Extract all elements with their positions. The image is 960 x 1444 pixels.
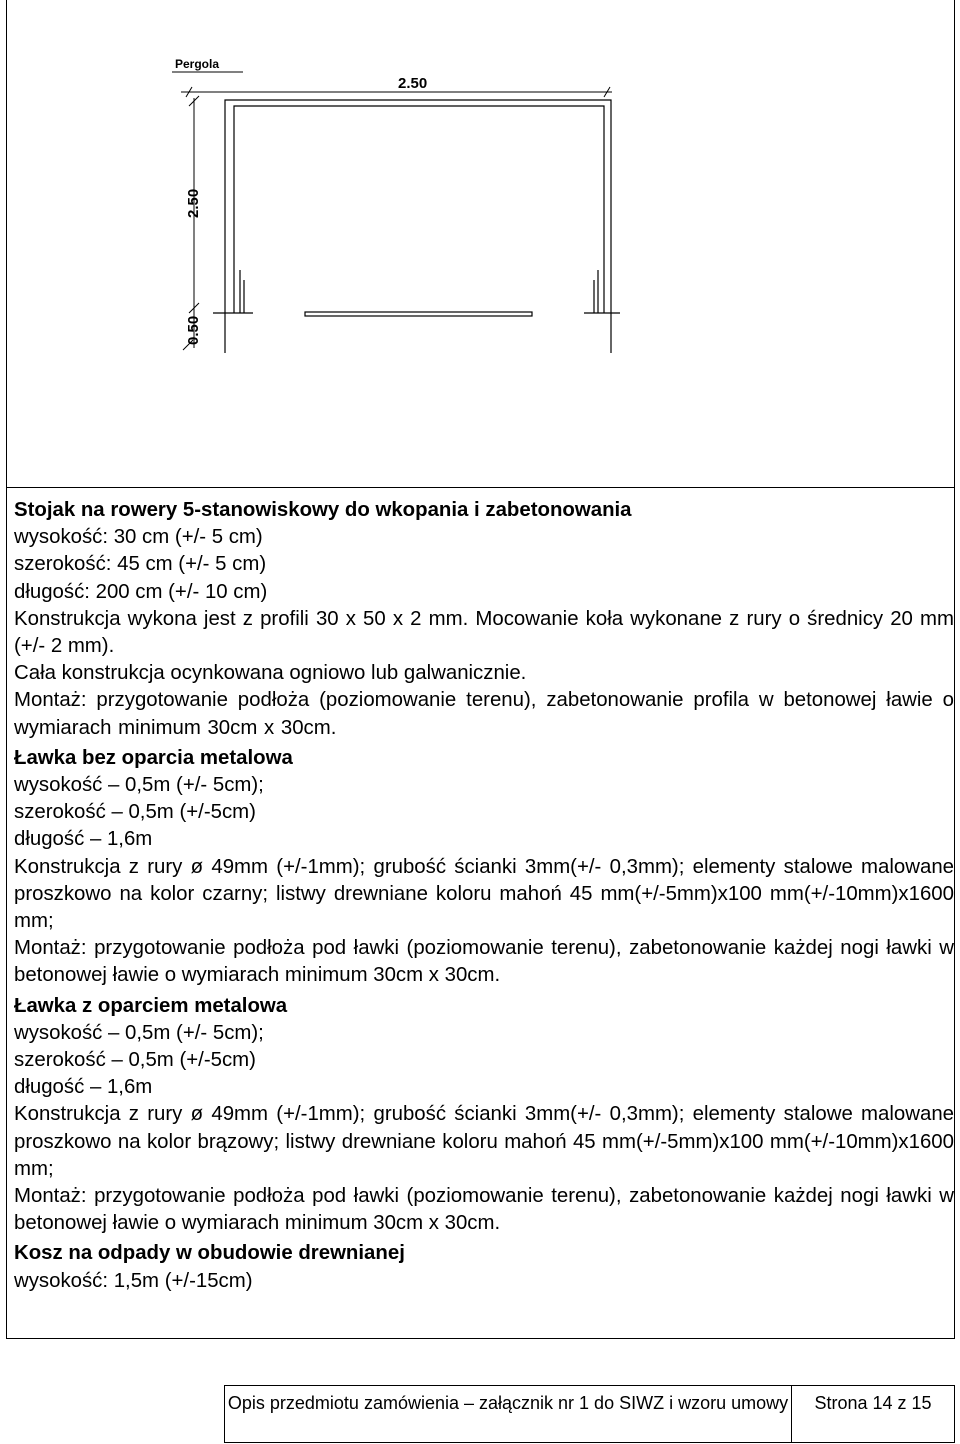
section-bench-with-back — [14, 993, 954, 1238]
section-trash-bin — [14, 1240, 954, 1294]
section-bike-rack — [14, 497, 954, 742]
spec-paragraph: Konstrukcja z rury ø 49mm (+/-1mm); grubość ścianki 3mm(+/- 0,3mm); elementy stalowe malowane proszkowo na kolor czarny; listwy drewniane koloru mahoń 45 mm(+/-5mm)x100 mm(+/-10mm)x1600 mm; — [14, 855, 954, 933]
spec-line: szerokość – 0,5m (+/-5cm) — [14, 1049, 256, 1072]
spec-paragraph: Montaż: przygotowanie podłoża (poziomowanie terenu), zabetonowanie profila w betonowej ławie o wymiarach minimum 30cm x 30cm. — [14, 689, 954, 739]
page-number: Strona 14 z 15 — [814, 1393, 932, 1413]
spec-line: długość – 1,6m — [14, 828, 153, 851]
document-body — [14, 497, 954, 1295]
spec-line: szerokość: 45 cm (+/- 5 cm) — [14, 553, 267, 576]
spec-line: wysokość: 30 cm (+/- 5 cm) — [14, 526, 263, 549]
spec-line: długość: 200 cm (+/- 10 cm) — [14, 580, 268, 603]
dim-height-label: 2.50 — [185, 188, 202, 218]
footer-description: Opis przedmiotu zamówienia – załącznik nr 1 do SIWZ i wzoru umowy — [225, 1386, 792, 1442]
pergola-drawing — [0, 0, 960, 487]
height-dimension — [183, 96, 202, 350]
section-heading: Ławka z oparciem metalowa — [14, 994, 288, 1017]
spec-paragraph: Montaż: przygotowanie podłoża pod ławki (poziomowanie terenu), zabetonowanie każdej nogi ławki w betonowej ławie o wymiarach minimum 30cm x 30cm. — [14, 937, 954, 987]
drawing-title: Pergola — [175, 57, 220, 71]
spec-line: szerokość – 0,5m (+/-5cm) — [14, 801, 256, 824]
section-heading: Stojak na rowery 5-stanowiskowy do wkopania i zabetonowania — [14, 499, 632, 521]
spec-paragraph: Konstrukcja wykona jest z profili 30 x 50 x 2 mm. Mocowanie koła wykonane z rury o średnicy 20 mm (+/- 2 mm). — [14, 607, 954, 658]
pergola-frame — [213, 100, 620, 353]
page-footer — [224, 1385, 955, 1443]
spec-line: długość – 1,6m — [14, 1076, 153, 1099]
spec-paragraph: Konstrukcja z rury ø 49mm (+/-1mm); grubość ścianki 3mm(+/- 0,3mm); elementy stalowe malowane proszkowo na kolor brązowy; listwy drewniane koloru mahoń 45 mm(+/-5mm)x100 mm(+/-10mm)x1600 mm; — [14, 1103, 954, 1180]
spec-line: wysokość: 1,5m (+/-15cm) — [14, 1269, 253, 1292]
section-bench-no-back — [14, 745, 954, 990]
dim-width-label: 2.50 — [398, 75, 428, 92]
section-heading: Kosz na odpady w obudowie drewnianej — [14, 1242, 405, 1265]
spec-line: wysokość – 0,5m (+/- 5cm); — [14, 774, 264, 797]
width-dimension — [181, 75, 612, 97]
spec-paragraph: Montaż: przygotowanie podłoża pod ławki (poziomowanie terenu), zabetonowanie każdej nogi ławki w betonowej ławie o wymiarach minimum 30cm x 30cm. — [14, 1185, 954, 1235]
section-heading: Ławka bez oparcia metalowa — [14, 746, 293, 769]
dim-depth-label: 0.50 — [185, 315, 202, 345]
spec-line: wysokość – 0,5m (+/- 5cm); — [14, 1021, 264, 1044]
spec-line: Cała konstrukcja ocynkowana ogniowo lub galwanicznie. — [14, 662, 527, 685]
